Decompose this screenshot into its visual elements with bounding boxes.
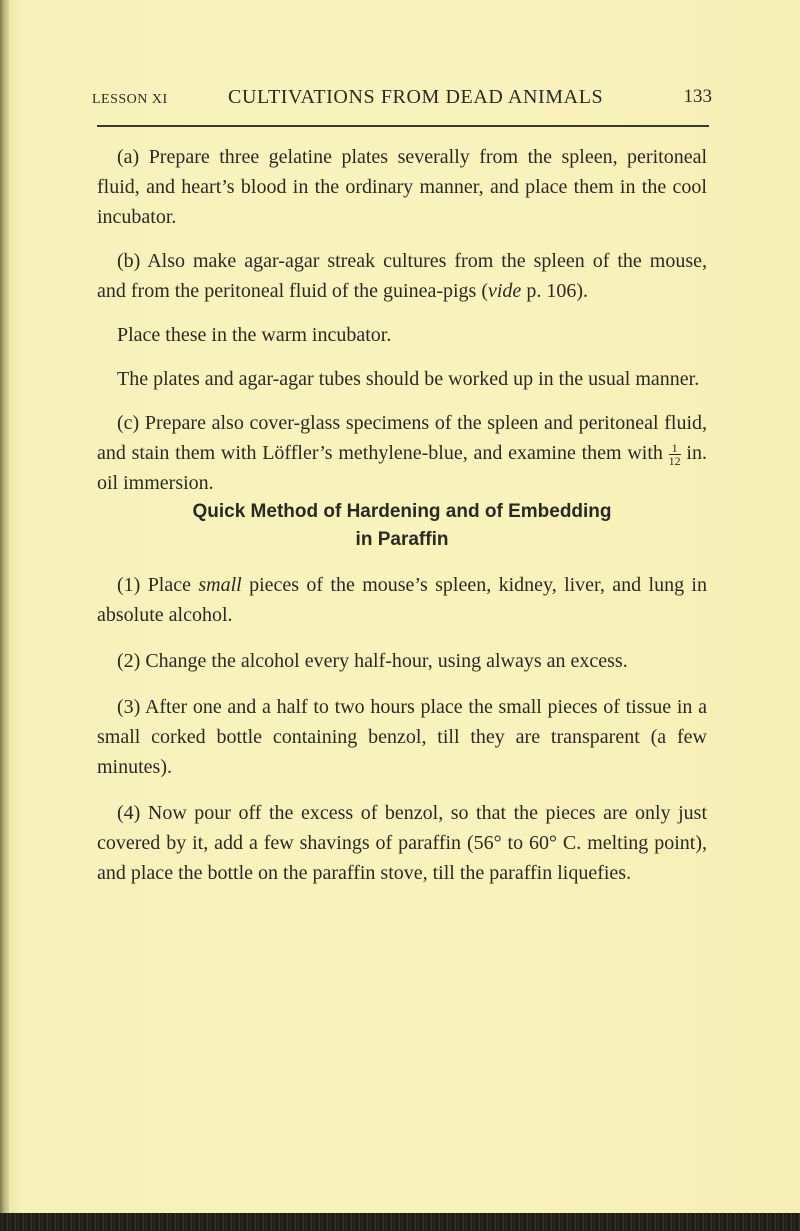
header-rule	[97, 125, 709, 127]
step-1	[97, 570, 707, 630]
section-heading	[97, 498, 707, 554]
paragraph-c-label: (c)	[117, 412, 140, 434]
section-heading-line2: in Paraffin	[355, 529, 449, 550]
fraction-one-twelfth	[669, 442, 681, 467]
paragraph-c	[97, 408, 707, 498]
step-1-text-before: Place	[147, 574, 199, 596]
step-3	[97, 692, 707, 782]
paragraph-place-warm: Place these in the warm incubator.	[117, 324, 392, 346]
step-4	[97, 798, 707, 888]
step-1-emphasis: small	[198, 574, 242, 596]
paragraph-a	[97, 142, 707, 232]
paragraph-c-text-after: in. oil immersion.	[97, 442, 707, 494]
section-heading-line1: Quick Method of Hardening and of Embedding	[192, 501, 612, 522]
step-2	[97, 646, 707, 676]
paragraph-a-text: Prepare three gelatine plates severally from the spleen, peritoneal fluid, and heart’s blood in the ordinary manner, and place them in the cool incubator.	[97, 146, 708, 228]
paragraph-a-label: (a)	[117, 146, 140, 168]
header-title: CULTIVATIONS FROM DEAD ANIMALS	[228, 86, 604, 108]
fraction-numerator: 1	[669, 442, 681, 455]
paragraph-c-text-before: Prepare also cover-glass specimens of the spleen and peritoneal fluid, and stain them with Löffler’s methylene-blue, and examine them with	[97, 412, 707, 464]
paragraph-b	[97, 246, 707, 306]
header-lesson: LESSON XI	[92, 92, 168, 107]
step-2-text: Change the alcohol every half-hour, using always an excess.	[145, 650, 628, 672]
paragraph-plates-tubes: The plates and agar-agar tubes should be worked up in the usual manner.	[117, 368, 700, 390]
paragraph-b-vide: vide	[488, 280, 522, 302]
page-number: 133	[683, 86, 712, 107]
page-bottom-edge	[0, 1213, 800, 1231]
step-4-text: Now pour off the excess of benzol, so that the pieces are only just covered by it, add a few shavings of paraffin (56° to 60° C. melting point), and place the bottle on the paraffin stove, till the paraffin liquefies.	[97, 802, 708, 884]
page-binding-edge	[0, 0, 9, 1231]
step-1-text-after: pieces of the mouse’s spleen, kidney, liver, and lung in absolute alcohol.	[97, 574, 707, 626]
paragraph-b-text-before: Also make agar-agar streak cultures from the spleen of the mouse, and from the peritoneal fluid of the guinea-pigs (	[97, 250, 707, 302]
step-1-label: (1)	[117, 574, 141, 596]
fraction-denominator: 12	[668, 454, 681, 468]
step-3-text: After one and a half to two hours place the small pieces of tissue in a small corked bottle containing benzol, till they are transparent (a few minutes).	[97, 696, 707, 778]
paragraph-b-text-after: p. 106).	[521, 280, 588, 302]
step-3-label: (3)	[117, 696, 141, 718]
paragraph-b-label: (b)	[117, 250, 141, 272]
step-2-label: (2)	[117, 650, 141, 672]
step-4-label: (4)	[117, 802, 141, 824]
page-body	[97, 142, 707, 888]
running-header	[92, 86, 712, 114]
